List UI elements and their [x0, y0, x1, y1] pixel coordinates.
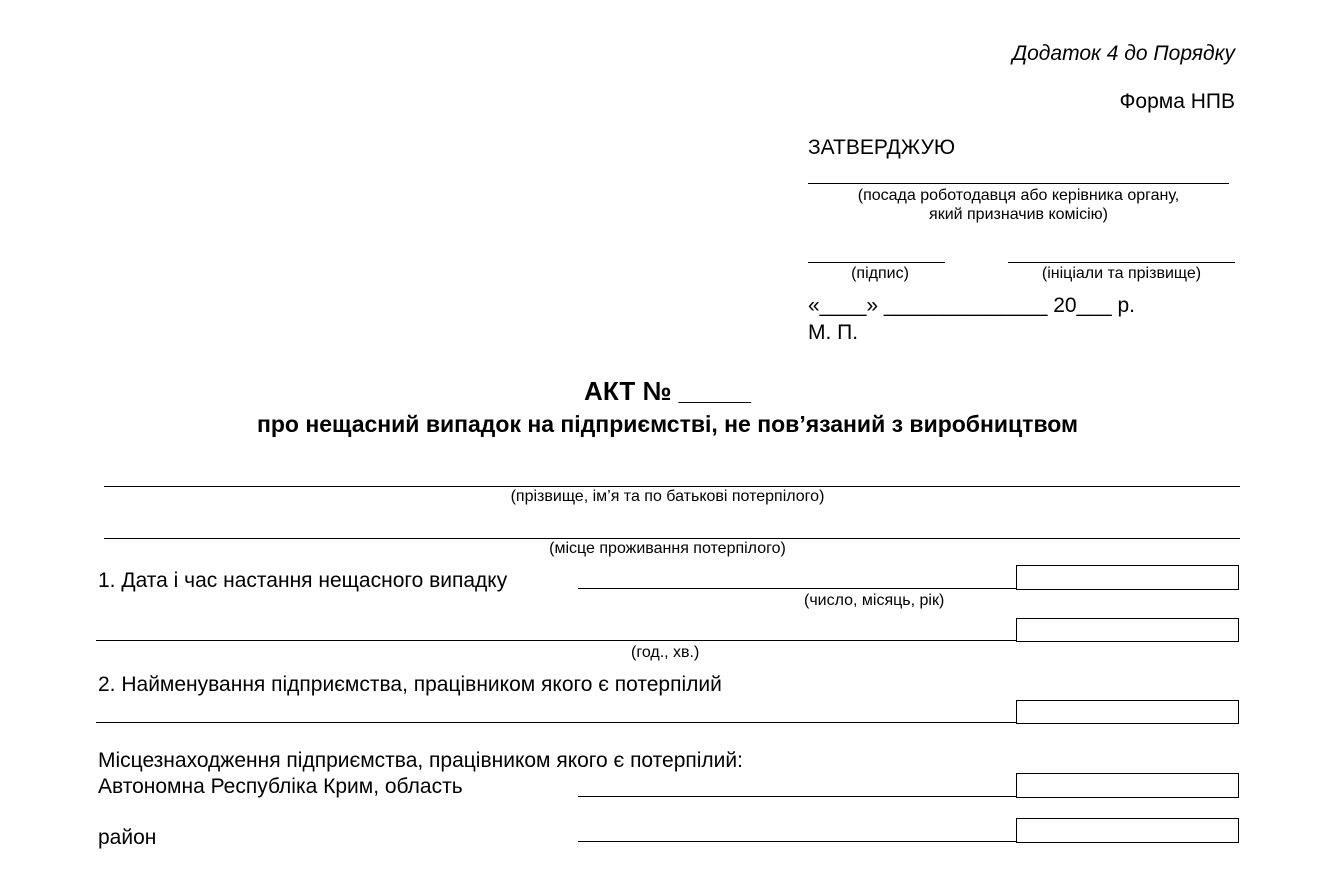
- victim-name-line[interactable]: [104, 486, 1240, 487]
- name-hint: (ініціали та прізвище): [1041, 265, 1202, 282]
- signature-hint: (підпис): [851, 265, 909, 282]
- position-line[interactable]: [808, 183, 1229, 184]
- date-hint: (число, місяць, рік): [804, 592, 945, 609]
- form-name: Форма НПВ: [1119, 90, 1235, 113]
- name-line[interactable]: [1008, 262, 1235, 263]
- appendix-reference: Додаток 4 до Порядку: [1012, 42, 1235, 65]
- act-subtitle: про нещасний випадок на підприємстві, не пов’язаний з виробництвом: [256, 411, 1079, 437]
- district-line[interactable]: [578, 841, 1017, 842]
- region-code-box[interactable]: [1016, 773, 1239, 798]
- date-line[interactable]: [578, 588, 1017, 589]
- approve-label: ЗАТВЕРДЖУЮ: [808, 136, 956, 159]
- victim-address-line[interactable]: [104, 538, 1240, 539]
- item2-label: 2. Найменування підприємства, працівником якого є потерпілий: [98, 673, 722, 696]
- position-hint-line2: який призначив комісію): [929, 206, 1108, 223]
- victim-address-hint: (місце проживання потерпілого): [549, 540, 786, 557]
- position-hint-line1: (посада роботодавця або керівника органу,: [857, 187, 1180, 204]
- region-line[interactable]: [578, 796, 1017, 797]
- signature-line[interactable]: [808, 262, 945, 263]
- location-label: Місцезнаходження підприємства, працівником якого є потерпілий:: [98, 749, 743, 772]
- stamp-place: М. П.: [808, 321, 859, 344]
- date-code-box[interactable]: [1016, 565, 1239, 590]
- enterprise-name-line[interactable]: [96, 722, 1017, 723]
- region-label: Автономна Республіка Крим, область: [98, 775, 463, 798]
- time-code-box[interactable]: [1016, 618, 1239, 642]
- position-hint: [808, 186, 1229, 224]
- item1-label: 1. Дата і час настання нещасного випадку: [98, 569, 508, 592]
- district-code-box[interactable]: [1016, 818, 1239, 843]
- victim-name-hint: (прізвище, ім’я та по батькові потерпілого): [510, 488, 825, 505]
- act-number: АКТ № _____: [584, 376, 751, 406]
- time-hint: (год., хв.): [631, 644, 700, 661]
- enterprise-code-box[interactable]: [1016, 700, 1239, 724]
- time-line[interactable]: [96, 640, 1017, 641]
- district-label: район: [98, 826, 157, 849]
- approval-date[interactable]: «____» ______________ 20___ р.: [808, 294, 1135, 317]
